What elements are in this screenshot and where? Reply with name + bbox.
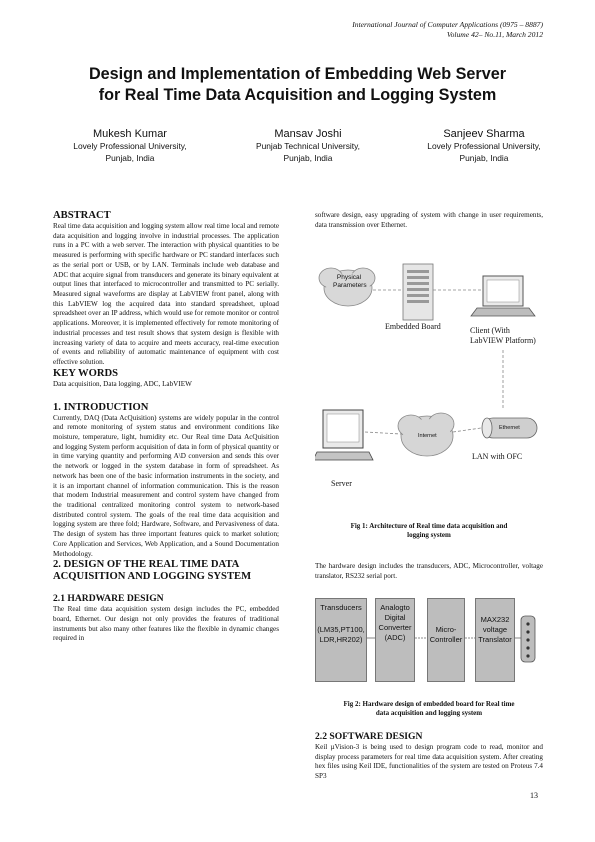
block-line: Analogto [380,603,410,612]
right-top-text [315,211,543,230]
adc-block [375,598,415,682]
keywords-heading: KEY WORDS [53,367,119,379]
block-line: voltage [482,625,508,634]
block-line: (LM35,PT100, [317,625,365,634]
ethernet-label: Ethernet [499,425,520,431]
fig1-caption-line2: logging system [407,531,451,539]
fig2-caption-line2: data acquisition and logging system [375,709,483,717]
client-label-line1: Client (With [470,326,510,335]
block-line: MAX232 [480,615,510,624]
author-1 [40,127,220,164]
author-location: Punjab, India [105,152,155,163]
serial-port-icon [521,616,535,662]
author-3 [394,127,574,164]
client-laptop-icon [471,276,535,316]
page-number: 13 [530,791,538,800]
figure-2-caption [315,700,543,718]
hardware-components-text: The hardware design includes the transducers, ADC, Microcontroller, voltage translator, RS232 serial port. [315,562,543,580]
fig2-caption-line1: Fig 2: Hardware design of embedded board for Real time [343,700,515,708]
block-line: LDR,HR202) [319,635,363,644]
block-line: Transducers [320,603,362,612]
figure-1 [315,238,555,498]
server-label: Server [331,479,352,488]
abstract-heading: ABSTRACT [53,210,111,221]
journal-header [352,20,543,40]
embedded-board-label: Embedded Board [385,322,441,331]
journal-name: International Journal of Computer Applications (0975 – 8887) [352,20,543,29]
hardware-text [315,562,543,581]
embedded-board-icon [403,264,433,320]
block-line: (ADC) [384,633,406,642]
block-line: Digital [384,613,406,622]
lan-label: LAN with OFC [472,452,523,461]
figure-1-caption [315,522,543,540]
block-line: Converter [378,623,412,632]
server-monitor-icon [315,410,373,460]
client-label [470,326,536,346]
internet-label: Internet [418,433,437,439]
section2-heading-line2: ACQUISITION AND LOGGING SYSTEM [53,571,252,583]
client-label-line2: LabVIEW Platform) [470,336,536,345]
hardware-design-heading: 2.1 HARDWARE DESIGN [53,593,164,605]
cloud-label-line1: Physical [336,274,362,281]
figure-2 [315,592,543,692]
cloud-label-line2: Parameters [333,282,367,289]
abstract-text: Real time data acquisition and logging system allow real time local and remote data acquisition and logging involve in industrial processes. The application runs in a PC with a web server. The interaction with physical quantities to be measured is performing with specific hardware or PC standard interfaces such as the serial port or USB, or by LAN. Terminals include web database and ADC that acquire signal from transducers and generate its binary equivalent at output lines that interfaced to microcontroller and transmitted to PC serially. Measured signal waveforms are display at LabVIEW front panel, along with this LabVIEW log the acquired data into standard spreadsheet, upload spreadsheet over an IP address, which would use for remote monitor or control applications. Moreover, it is implemented effectively for remote monitoring of industrial processes and test result shows that system design is flexible with increasing variety of data to acquire and meets accuracy, real-time execution of events and reliability of automatic maintenance of equipment with cost effective solution. [53,222,279,367]
author-2 [218,127,398,164]
block-line: Controller [429,635,463,644]
transducers-block [315,598,367,682]
author-location: Punjab, India [283,152,333,163]
max232-block [475,598,515,682]
intro-text: Currently, DAQ (Data AcQuisition) systems are widely popular in the control and remote monitoring of system status and environment conditions like moisture, temperature, light, humidity etc. Our Real time Data AcQuisition and logging System perform acquisition of data in form of physical quantity or in time varying quantity and performing A\D conversion and sends this over the network or logged in the system database in form of spreadsheet. As network has been one of the basic information instruments in the society, and it is an important channel of information communication. This is the reason that modern Industrial measurement and control system have changed from the traditional centralized monitoring control system to network-based distributed control system. The goals of the real time data acquisition and logging system are three fold; Hardware, Software, and Pervasiveness of data. The design of system has three important features quick to market solution; Core Application and Services, Web Application, and a Sound Documentation Methodology. [53,413,279,558]
section2-heading-line1: 2. DESIGN OF THE REAL TIME DATA [53,559,240,571]
hardware-design-text: The Real time data acquisition system design includes the PC, embedded board, Ethernet. Our design not only provides the features of traditional instruments but also many other features like the flexible in dynamic changes required in [53,605,279,643]
intro-heading: 1. INTRODUCTION [53,401,149,413]
title-line-2: for Real Time Data Acquisition and Logging System [98,86,497,104]
author-affiliation: Punjab Technical University, [256,141,360,151]
fig1-caption-line1: Fig 1: Architecture of Real time data acquisition and [350,522,508,530]
author-affiliation: Lovely Professional University, [73,141,187,151]
keywords-text: Data acquisition, Data logging, ADC, LabVIEW [53,379,192,388]
microcontroller-block [427,598,465,682]
physical-parameters-label [333,274,365,290]
author-name: Mansav Joshi [274,128,342,140]
software-design-heading: 2.2 SOFTWARE DESIGN [315,731,423,742]
block-line: Micro- [435,625,457,634]
author-name: Mukesh Kumar [93,128,167,140]
left-column [53,210,279,644]
software-design-section [315,731,543,782]
journal-volume: Volume 42– No.11, March 2012 [446,30,543,39]
author-affiliation: Lovely Professional University, [427,141,541,151]
title-line-1: Design and Implementation of Embedding Web Server [88,65,507,83]
continued-text: software design, easy upgrading of system with change in user requirements, data transmission over Ethernet. [315,211,543,229]
author-name: Sanjeev Sharma [443,128,525,140]
block-line: Translator [478,635,512,644]
paper-title [40,64,555,106]
author-location: Punjab, India [459,152,509,163]
software-design-text: Keil µVision-3 is being used to design program code to read, monitor and display process parameters for real time data acquisition system. After creating hex files using Keil IDE, functionalities of the system are tested on Proteus 7.4 SP3 [315,743,543,781]
